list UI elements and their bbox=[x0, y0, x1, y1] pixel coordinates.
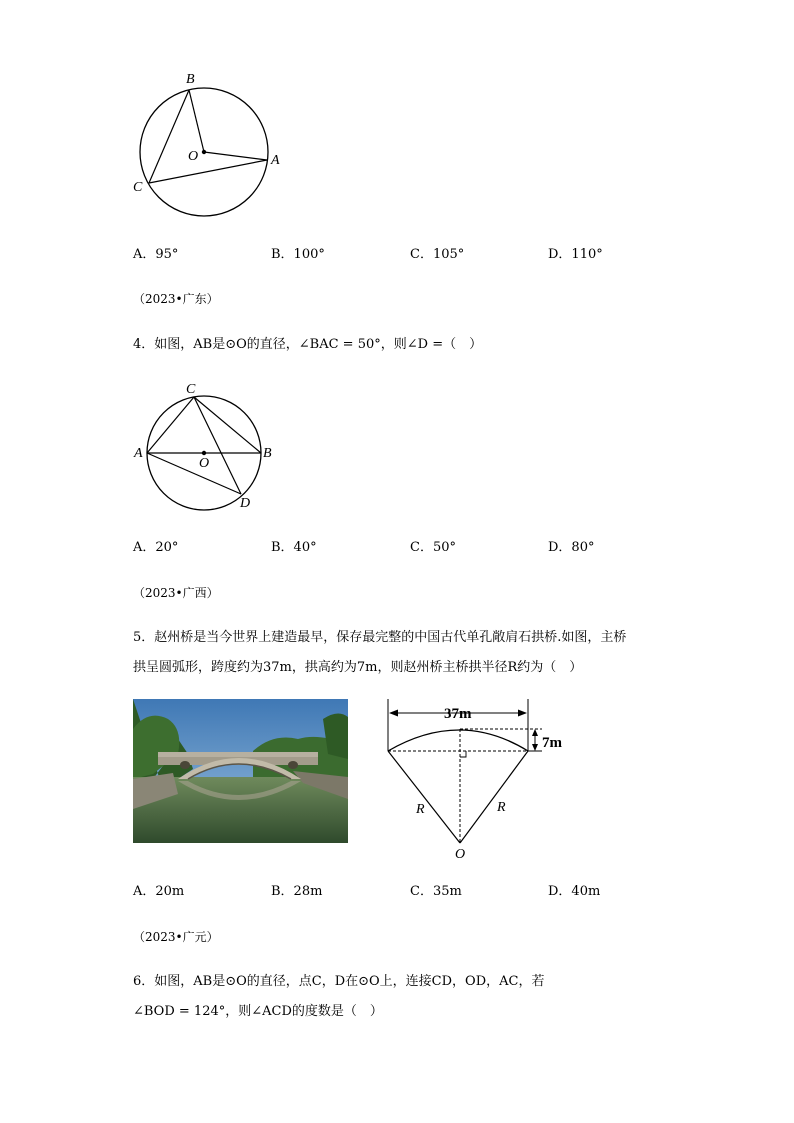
q5-option-a[interactable]: A．20m bbox=[133, 884, 185, 899]
q3-label-a: A bbox=[271, 153, 280, 168]
q5-arch-diagram bbox=[380, 695, 580, 865]
q5-height-arrowhead-bottom bbox=[532, 744, 538, 751]
q5-span-arrowhead-right bbox=[518, 710, 527, 717]
q5-option-d[interactable]: D．40m bbox=[548, 884, 601, 899]
q6-source: （2023•广元） bbox=[133, 930, 219, 944]
q4-label-b: B bbox=[263, 446, 272, 461]
q4-figure bbox=[128, 375, 288, 515]
q5-label-height: 7m bbox=[542, 735, 562, 751]
q3-option-d[interactable]: D．110° bbox=[548, 247, 603, 262]
q3-segment-bc bbox=[149, 90, 189, 183]
q5-option-c[interactable]: C．35m bbox=[410, 884, 462, 899]
q4-label-o: O bbox=[199, 456, 210, 471]
q3-label-o: O bbox=[188, 149, 199, 164]
q3-option-b[interactable]: B．100° bbox=[271, 247, 325, 262]
q5-question-line2: 拱呈圆弧形，跨度约为37m，拱高约为7m，则赵州桥主桥拱半径R约为（ ） bbox=[133, 660, 583, 675]
q4-segment-ad bbox=[147, 453, 241, 494]
q3-label-b: B bbox=[186, 72, 195, 87]
q5-right-angle-mark bbox=[460, 751, 466, 757]
q3-segment-ca bbox=[149, 160, 267, 183]
q5-option-b[interactable]: B．28m bbox=[271, 884, 323, 899]
q4-center-dot bbox=[202, 451, 206, 455]
q3-center-dot bbox=[202, 150, 206, 154]
q6-question-line2: ∠BOD = 124°，则∠ACD的度数是（ ） bbox=[133, 1004, 383, 1019]
zhaozhou-bridge-photo bbox=[133, 699, 348, 843]
q5-label-r-left: R bbox=[416, 802, 425, 817]
q5-span-arrowhead-left bbox=[389, 710, 398, 717]
q5-radius-right bbox=[460, 751, 528, 843]
q5-arch-arc bbox=[388, 730, 528, 751]
q4-label-a: A bbox=[134, 446, 143, 461]
q4-option-c[interactable]: C．50° bbox=[410, 540, 456, 555]
q4-source: （2023•广东） bbox=[133, 292, 219, 306]
q4-label-d: D bbox=[240, 496, 251, 511]
q4-option-a[interactable]: A．20° bbox=[133, 540, 179, 555]
q3-figure bbox=[125, 65, 295, 225]
q3-segment-oa bbox=[204, 152, 267, 160]
q3-option-c[interactable]: C．105° bbox=[410, 247, 465, 262]
q4-segment-cd bbox=[194, 397, 241, 494]
q4-option-b[interactable]: B．40° bbox=[271, 540, 317, 555]
q5-radius-left bbox=[388, 751, 460, 843]
q3-label-c: C bbox=[133, 180, 143, 195]
q5-label-r-right: R bbox=[497, 800, 506, 815]
q4-label-c: C bbox=[186, 382, 196, 397]
q5-height-arrowhead-top bbox=[532, 729, 538, 736]
q4-option-d[interactable]: D．80° bbox=[548, 540, 595, 555]
q5-question-line1: 5．赵州桥是当今世界上建造最早，保存最完整的中国古代单孔敞肩石拱桥.如图，主桥 bbox=[133, 630, 627, 645]
q6-question-line1: 6．如图，AB是⊙O的直径，点C，D在⊙O上，连接CD，OD，AC，若 bbox=[133, 974, 545, 989]
q5-label-o: O bbox=[455, 847, 466, 862]
q3-option-a[interactable]: A．95° bbox=[133, 247, 179, 262]
q3-segment-bo bbox=[189, 90, 204, 152]
q4-segment-cb bbox=[194, 397, 261, 453]
q4-question: 4．如图，AB是⊙O的直径，∠BAC = 50°，则∠D =（ ） bbox=[133, 337, 483, 352]
q5-source: （2023•广西） bbox=[133, 586, 219, 600]
q5-label-span: 37m bbox=[444, 706, 472, 722]
